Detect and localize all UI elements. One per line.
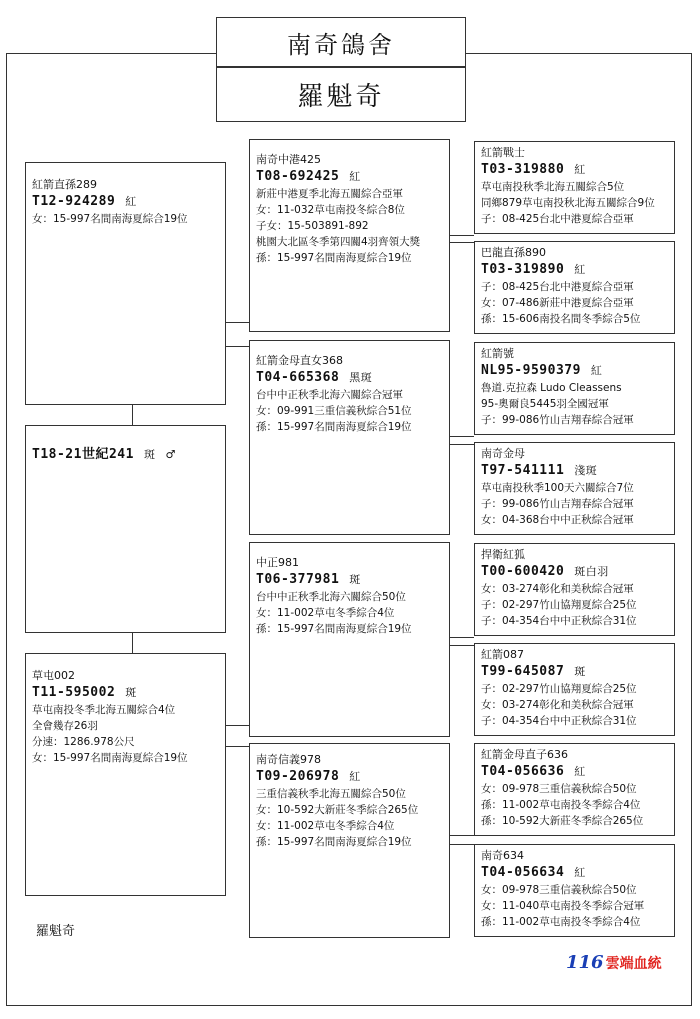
ssd-card[interactable]: [474, 241, 675, 334]
dds-line: 女：09-978三重信義秋綜合50位: [481, 783, 637, 795]
sd-name: 紅箭金母直女368: [256, 354, 343, 367]
sss-line: 草屯南投秋季北海五關綜合5位: [481, 181, 625, 193]
ssd-name: 巴龍直孫890: [481, 246, 546, 259]
sds-name: 紅箭號: [481, 347, 514, 360]
ds-card[interactable]: [249, 542, 450, 737]
site-logo[interactable]: [566, 952, 662, 973]
sd-ring: T04-665368 黑斑: [256, 370, 373, 385]
dss-ring: T00-600420 斑白羽: [481, 564, 609, 579]
connector-sire-subject: [132, 404, 133, 426]
ds-name: 中正981: [256, 556, 299, 569]
dsd-line: 女：03-274彰化和美秋綜合冠軍: [481, 699, 634, 711]
dam-ring: T11-595002 斑: [32, 685, 137, 700]
ss-line: 新莊中港夏季北海五關綜合亞軍: [256, 188, 403, 200]
subject-sex: ♂: [165, 448, 176, 461]
ddd-color: 紅: [574, 866, 586, 879]
ss-ring: T08-692425 紅: [256, 169, 361, 184]
dds-color: 紅: [574, 765, 586, 778]
ddd-card[interactable]: [474, 844, 675, 937]
ddd-ring: T04-056634 紅: [481, 865, 586, 880]
ds-line: 台中中正秋季北海六關綜合50位: [256, 591, 406, 603]
ssd-line: 孫：15-606南投名間冬季綜合5位: [481, 313, 641, 325]
ddd-name: 南奇634: [481, 849, 524, 862]
sss-color: 紅: [574, 163, 586, 176]
ss-card[interactable]: [249, 139, 450, 332]
dd-line: 三重信義秋季北海五關綜合50位: [256, 788, 406, 800]
subject-card[interactable]: [25, 425, 226, 633]
dds-card[interactable]: [474, 743, 675, 836]
sd-color: 黑斑: [349, 371, 373, 384]
connector-sd-sds: [449, 436, 474, 437]
sss-name: 紅箭戰士: [481, 146, 525, 159]
connector-dd-ddd: [449, 844, 474, 845]
sd-card[interactable]: [249, 340, 450, 535]
dss-line: 女：03-274彰化和美秋綜合冠軍: [481, 583, 634, 595]
sd-line: 孫：15-997名間南海夏綜合19位: [256, 421, 412, 433]
sdd-line: 女：04-368台中中正秋綜合冠軍: [481, 514, 634, 526]
sds-card[interactable]: [474, 342, 675, 435]
subject-ring: T18-21世紀241 斑 ♂: [32, 447, 176, 462]
sdd-line: 草屯南投秋季100天六關綜合7位: [481, 482, 634, 494]
sss-line: 同鄉879草屯南投秋北海五關綜合9位: [481, 197, 655, 209]
logo-text: 雲端血統: [605, 956, 662, 972]
dss-name: 捍衛紅狐: [481, 548, 525, 561]
dsd-line: 子：02-297竹山協翔夏綜合25位: [481, 683, 637, 695]
footer-owner-name: 羅魁奇: [36, 924, 76, 939]
dsd-name: 紅箭087: [481, 648, 524, 661]
dsd-line: 子：04-354台中中正秋綜合31位: [481, 715, 637, 727]
sd-line: 女：09-991三重信義秋綜合51位: [256, 405, 412, 417]
ssd-color: 紅: [574, 263, 586, 276]
ss-line: 女：11-032草屯南投冬綜合8位: [256, 204, 405, 216]
ds-color: 斑: [349, 573, 361, 586]
connector-sd-sdd: [449, 444, 474, 445]
dds-line: 孫：10-592大新莊冬季綜合265位: [481, 815, 644, 827]
sdd-ring: T97-541111 淺斑: [481, 463, 598, 478]
subject-color: 斑: [143, 448, 156, 461]
ds-line: 孫：15-997名間南海夏綜合19位: [256, 623, 412, 635]
sds-color: 紅: [590, 364, 603, 377]
dam-line: 分速：1286.978公尺: [32, 736, 135, 748]
logo-number: 116: [566, 952, 604, 973]
sss-card[interactable]: [474, 141, 675, 234]
connector-dd-dds: [449, 835, 474, 836]
ss-name: 南奇中港425: [256, 153, 321, 166]
dds-line: 孫：11-002草屯南投冬季綜合4位: [481, 799, 641, 811]
sdd-card[interactable]: [474, 442, 675, 535]
sdd-name: 南奇金母: [481, 447, 525, 460]
sdd-color: 淺斑: [574, 464, 598, 477]
ssd-ring: T03-319890 紅: [481, 262, 586, 277]
connector-ds-dsd: [449, 645, 474, 646]
ssd-line: 子：08-425台北中港夏綜合亞軍: [481, 281, 634, 293]
sire-ring: T12-924289 紅: [32, 194, 137, 209]
owner-name: 羅魁奇: [216, 67, 466, 122]
dd-line: 女：10-592大新莊冬季綜合265位: [256, 804, 419, 816]
sds-line: 子：99-086竹山吉翔春綜合冠軍: [481, 414, 634, 426]
dam-color: 斑: [125, 686, 137, 699]
ssd-line: 女：07-486新莊中港夏綜合亞軍: [481, 297, 634, 309]
sire-color: 紅: [125, 195, 137, 208]
ddd-line: 女：11-040草屯南投冬季綜合冠軍: [481, 900, 645, 912]
loft-title: 南奇鴿舍: [216, 17, 466, 67]
dss-line: 子：04-354台中中正秋綜合31位: [481, 615, 637, 627]
sss-line: 子：08-425台北中港夏綜合亞軍: [481, 213, 634, 225]
ds-ring: T06-377981 斑: [256, 572, 361, 587]
sds-line: 95-奧爾良5445羽全國冠軍: [481, 398, 609, 410]
dsd-card[interactable]: [474, 643, 675, 736]
dss-line: 子：02-297竹山協翔夏綜合25位: [481, 599, 637, 611]
connector-sire-sd: [225, 346, 249, 347]
sdd-line: 子：99-086竹山吉翔春綜合冠軍: [481, 498, 634, 510]
dd-ring: T09-206978 紅: [256, 769, 361, 784]
dds-ring: T04-056636 紅: [481, 764, 586, 779]
dss-color: 斑白羽: [574, 565, 609, 578]
dd-color: 紅: [349, 770, 361, 783]
dam-name: 草屯002: [32, 669, 75, 682]
sire-line: 女：15-997名間南海夏綜合19位: [32, 213, 188, 225]
ss-line: 子女：15-503891-892: [256, 220, 369, 232]
dd-card[interactable]: [249, 743, 450, 938]
connector-ss-sss: [449, 235, 474, 236]
ss-line: 桃園大北區冬季第四關4羽齊領大獎: [256, 236, 421, 248]
sd-line: 台中中正秋季北海六關綜合冠軍: [256, 389, 403, 401]
sire-name: 紅箭直孫289: [32, 178, 97, 191]
sds-line: 魯道.克拉森 Ludo Cleassens: [481, 382, 622, 394]
connector-ss-ssd: [449, 242, 474, 243]
dam-line: 草屯南投冬季北海五關綜合4位: [32, 704, 176, 716]
dsd-ring: T99-645087 斑: [481, 664, 586, 679]
ds-line: 女：11-002草屯冬季綜合4位: [256, 607, 395, 619]
connector-ds-dss: [449, 637, 474, 638]
ddd-line: 女：09-978三重信義秋綜合50位: [481, 884, 637, 896]
dd-line: 孫：15-997名間南海夏綜合19位: [256, 836, 412, 848]
ss-line: 孫：15-997名間南海夏綜合19位: [256, 252, 412, 264]
ss-color: 紅: [349, 170, 361, 183]
dsd-color: 斑: [574, 665, 586, 678]
connector-sire-ss: [225, 322, 249, 323]
dam-line: 全會幾存26羽: [32, 720, 98, 732]
ddd-line: 孫：11-002草屯南投冬季綜合4位: [481, 916, 641, 928]
sire-card[interactable]: [25, 162, 226, 405]
connector-dam-ds: [225, 725, 249, 726]
dam-card[interactable]: [25, 653, 226, 896]
dss-card[interactable]: [474, 543, 675, 636]
dd-name: 南奇信義978: [256, 753, 321, 766]
connector-subject-dam: [132, 632, 133, 654]
sss-ring: T03-319880 紅: [481, 162, 586, 177]
dds-name: 紅箭金母直子636: [481, 748, 568, 761]
dam-line: 女：15-997名間南海夏綜合19位: [32, 752, 188, 764]
sds-ring: NL95-9590379 紅: [481, 363, 603, 378]
dd-line: 女：11-002草屯冬季綜合4位: [256, 820, 395, 832]
connector-dam-dd: [225, 746, 249, 747]
